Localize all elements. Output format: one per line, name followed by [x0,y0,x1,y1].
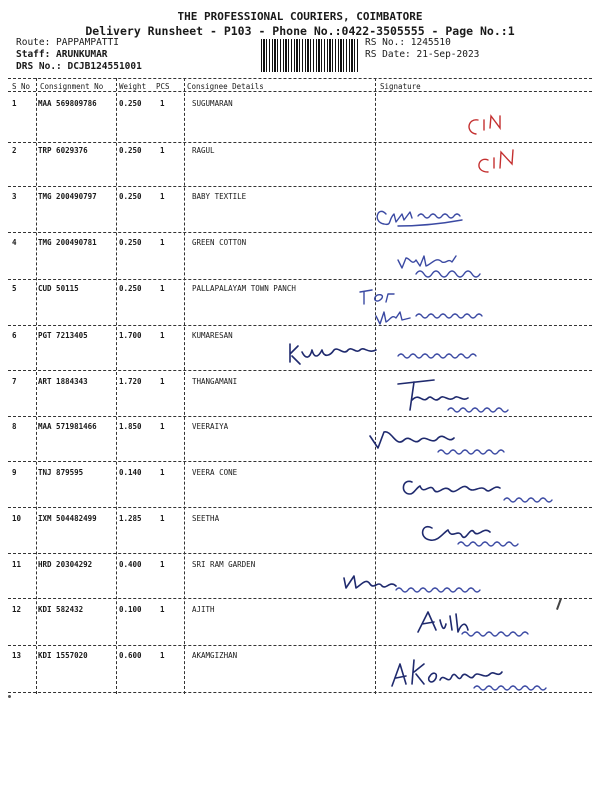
rs-number: RS No.: 1245510 [365,37,451,48]
row-13-weight: 0.600 [119,651,142,660]
col-divider [116,78,117,694]
row-divider [8,370,592,371]
staff-label: Staff: ARUNKUMAR [16,49,108,60]
table-top-rule [8,78,592,79]
runsheet-meta-left [16,37,142,73]
signature-row-9 [403,481,552,502]
red-mark-cin-2 [479,150,513,172]
row-2-sno: 2 [12,146,17,155]
row-4-pcs: 1 [160,238,165,247]
row-3-sno: 3 [12,192,17,201]
row-divider [8,186,592,187]
signature-row-6 [290,344,476,364]
row-divider [8,461,592,462]
row-divider [8,142,592,143]
row-7-consignee: THANGAMANI [192,377,238,386]
row-5-consignee: PALLAPALAYAM TOWN PANCH [192,284,296,293]
row-4-consignee: GREEN COTTON [192,238,247,247]
row-11-weight: 0.400 [119,560,142,569]
row-9-pcs: 1 [160,468,165,477]
row-1-consignee: SUGUMARAN [192,99,233,108]
col-divider [375,78,376,694]
col-header-signature: Signature [380,82,421,91]
col-header-consignment: Consignment No [40,82,104,91]
row-11-sno: 11 [12,560,22,569]
company-name: THE PROFESSIONAL COURIERS, COIMBATORE [177,10,423,23]
row-6-consignment: PGT 7213405 [38,331,88,340]
row-6-pcs: 1 [160,331,165,340]
drs-number: DRS No.: DCJB124551001 [16,61,142,72]
rs-date: RS Date: 21-Sep-2023 [365,49,480,60]
row-8-pcs: 1 [160,422,165,431]
row-7-sno: 7 [12,377,17,386]
row-12-consignee: AJITH [192,605,215,614]
row-4-weight: 0.250 [119,238,142,247]
row-10-consignment: IXM 504482499 [38,514,97,523]
col-header-consignee: Consignee Details [187,82,264,91]
row-6-weight: 1.700 [119,331,142,340]
signature-row-10 [423,527,518,546]
row-3-pcs: 1 [160,192,165,201]
row-9-weight: 0.140 [119,468,142,477]
table-bottom-rule [8,692,592,693]
route-label: Route: PAPPAMPATTI [16,37,119,48]
row-10-weight: 1.285 [119,514,142,523]
header-rule [8,91,592,92]
row-11-consignee: SRI RAM GARDEN [192,560,256,569]
col-divider [184,78,185,694]
row-1-consignment: MAA 569809786 [38,99,97,108]
row-3-consignee: BABY TEXTILE [192,192,247,201]
signature-row-11 [344,576,480,592]
col-header-pcs: PCS [156,82,170,91]
signature-row-3 [377,211,462,226]
row-2-consignee: RAGUL [192,146,215,155]
row-8-sno: 8 [12,422,17,431]
col-divider [36,78,37,694]
row-11-consignment: HRD 20304292 [38,560,93,569]
signature-row-8 [370,432,504,454]
row-5-pcs: 1 [160,284,165,293]
row-8-consignment: MAA 571981466 [38,422,97,431]
scan-dot [8,695,11,698]
row-13-consignee: AKAMGIZHAN [192,651,238,660]
runsheet-meta-right [365,37,479,61]
row-2-weight: 0.250 [119,146,142,155]
row-divider [8,416,592,417]
row-6-consignee: KUMARESAN [192,331,233,340]
red-mark-cin-1 [469,116,500,134]
barcode [261,39,359,72]
signature-row-4 [398,256,480,277]
row-divider [8,325,592,326]
row-divider [8,507,592,508]
row-2-pcs: 1 [160,146,165,155]
col-header-weight: Weight [119,82,147,91]
scan-mark [556,598,562,610]
row-12-sno: 12 [12,605,22,614]
row-10-pcs: 1 [160,514,165,523]
row-6-sno: 6 [12,331,17,340]
row-5-sno: 5 [12,284,17,293]
row-7-weight: 1.720 [119,377,142,386]
row-12-consignment: KDI 582432 [38,605,84,614]
row-7-consignment: ART 1884343 [38,377,88,386]
row-4-consignment: TMG 200490781 [38,238,97,247]
row-divider [8,598,592,599]
row-1-pcs: 1 [160,99,165,108]
row-1-sno: 1 [12,99,17,108]
row-divider [8,232,592,233]
row-3-weight: 0.250 [119,192,142,201]
row-9-sno: 9 [12,468,17,477]
row-divider [8,553,592,554]
row-4-sno: 4 [12,238,17,247]
signature-row-12 [418,612,528,636]
row-5-weight: 0.250 [119,284,142,293]
signature-row-7 [398,380,508,412]
col-header-sno: S No [12,82,31,91]
row-12-pcs: 1 [160,605,165,614]
row-8-weight: 1.850 [119,422,142,431]
runsheet-subtitle: Delivery Runsheet - P103 - Phone No.:0422-3505555 - Page No.:1 [85,24,515,38]
row-5-consignment: CUD 50115 [38,284,79,293]
row-2-consignment: TRP 6029376 [38,146,88,155]
row-9-consignment: TNJ 879595 [38,468,84,477]
row-12-weight: 0.100 [119,605,142,614]
signature-row-13 [392,660,546,690]
row-divider [8,279,592,280]
row-7-pcs: 1 [160,377,165,386]
signature-row-5 [360,290,482,324]
row-10-consignee: SEETHA [192,514,220,523]
row-8-consignee: VEERAIYA [192,422,229,431]
row-13-sno: 13 [12,651,22,660]
row-divider [8,645,592,646]
row-9-consignee: VEERA CONE [192,468,238,477]
row-13-pcs: 1 [160,651,165,660]
row-3-consignment: TMG 200490797 [38,192,97,201]
row-10-sno: 10 [12,514,22,523]
row-11-pcs: 1 [160,560,165,569]
row-13-consignment: KDI 1557020 [38,651,88,660]
row-1-weight: 0.250 [119,99,142,108]
